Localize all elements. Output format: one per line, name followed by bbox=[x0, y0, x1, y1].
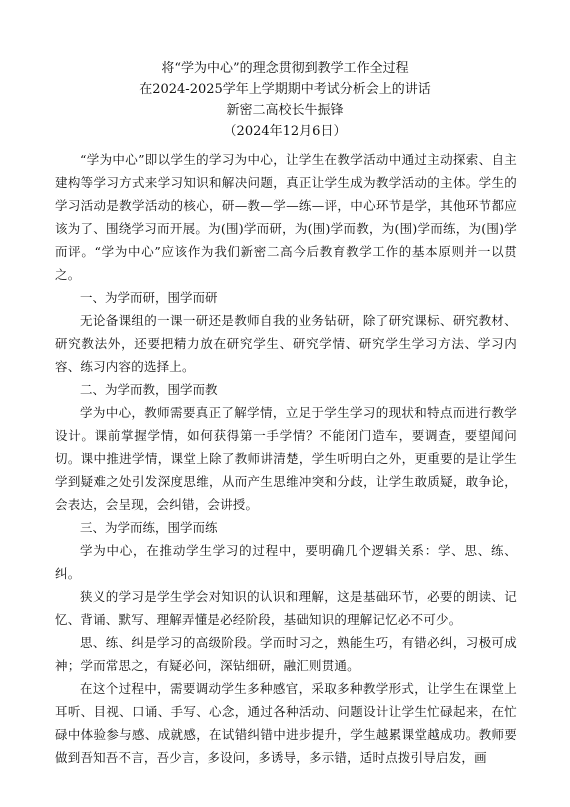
section-heading-2: 二、为学而教，围学而教 bbox=[80, 382, 218, 397]
speaker-line: 新密二高校长牛振锋 bbox=[226, 103, 344, 118]
section-3-paragraph-3: 思、练、纠是学习的高级阶段。学而时习之，熟能生巧，有错必纠，习极可成神；学而常思之，有疑必问，深钻细研，融汇则贯通。 bbox=[55, 635, 517, 673]
section-1-paragraph: 无论备课组的一课一研还是教师自我的业务钻研，除了研究课标、研究教材、研究教法外，还要把精力放在研究学生、研究学情、研究学生学习方法、学习内容、练习内容的选择上。 bbox=[55, 313, 517, 374]
document-body bbox=[55, 148, 517, 769]
intro-paragraph: “学为中心”即以学生的学习为中心，让学生在教学活动中通过主动探索、自主建构等学习方式来学习知识和解决问题，真正让学生成为教学活动的主体。学生的学习活动是教学活动的核心，研—教—学—练—评，中心环节是学，其他环节都应该为了、围绕学习而开展。为(围)学而研，为(围)学而教，为(围)学而练，为(围)学而评。“学为中心”应该作为我们新密二高今后教育教学工作的基本原则并一以贯之。 bbox=[55, 152, 517, 282]
document-title: 将“学为中心”的理念贯彻到教学工作全过程 bbox=[161, 61, 409, 76]
section-3-paragraph-4: 在这个过程中，需要调动学生多种感官，采取多种教学形式，让学生在课堂上耳听、目视、口诵、手写、心念，通过各种活动、问题设计让学生忙碌起来，在忙碌中体验参与感、成就感，在试错纠错中进步提升，学生越累课堂越成功。教师要做到吾知吾不言，吾少言，多设问，多诱导，多示错，适时点拨引导启发，画 bbox=[55, 681, 517, 765]
section-3-paragraph-2: 狭义的学习是学生学会对知识的认识和理解，这是基础环节，必要的朗读、记忆、背诵、默写、理解弄懂是必经阶段，基础知识的理解记忆必不可少。 bbox=[55, 589, 517, 627]
section-2-paragraph: 学为中心，教师需要真正了解学情，立足于学生学习的现状和特点而进行教学设计。课前掌握学情，如何获得第一手学情？不能闭门造车，要调查，要望闻问切。课中推进学情，课堂上除了教师讲清楚，学生听明白之外，更重要的是让学生学到疑难之处引发深度思维，从而产生思维冲突和分歧，让学生敢质疑，敢争论，会表达，会呈现，会纠错，会讲授。 bbox=[55, 405, 517, 512]
document-subtitle: 在2024-2025学年上学期期中考试分析会上的讲话 bbox=[139, 82, 431, 97]
section-heading-1: 一、为学而研，围学而研 bbox=[80, 290, 218, 305]
section-3-paragraph-1: 学为中心，在推动学生学习的过程中，要明确几个逻辑关系：学、思、练、纠。 bbox=[55, 543, 517, 581]
section-heading-3: 三、为学而练，围学而练 bbox=[80, 520, 218, 535]
date-line: （2024年12月6日） bbox=[223, 124, 347, 139]
title-block bbox=[0, 58, 570, 142]
